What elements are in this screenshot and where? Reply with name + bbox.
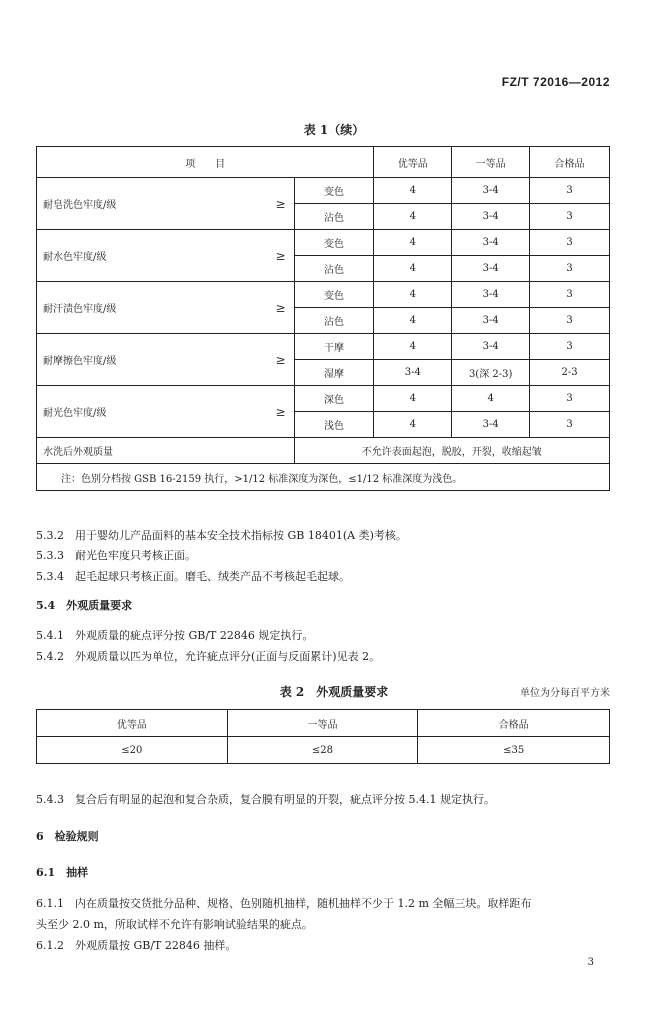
grade-value: 3(深 2-3) [452, 360, 530, 386]
table-header-row [37, 147, 610, 178]
ge-symbol: ≥ [246, 386, 294, 438]
table2-unit: 单位为分每百平方米 [520, 688, 610, 699]
grade-value: 3 [530, 386, 610, 412]
table-row [37, 737, 610, 764]
para-5-3-3: 5.3.3 耐光色牢度只考核正面。 [36, 549, 196, 562]
grade-value: 4 [452, 386, 530, 412]
section-6-1: 6.1 抽样 [36, 866, 89, 879]
group-name: 耐汗渍色牢度/级 [37, 282, 247, 334]
t2-value-2: ≤28 [227, 737, 418, 764]
header-grade-2: 一等品 [452, 147, 530, 178]
para-5-3-2: 5.3.2 用于婴幼儿产品面料的基本安全技术指标按 GB 18401(A 类)考核。 [36, 529, 407, 542]
sub-item: 深色 [294, 386, 374, 412]
header-grade-1: 优等品 [374, 147, 452, 178]
grade-value: 3 [530, 256, 610, 282]
sub-item: 变色 [294, 230, 374, 256]
para-5-3-4: 5.3.4 起毛起球只考核正面。磨毛、绒类产品不考核起毛起球。 [36, 570, 350, 583]
grade-value: 4 [374, 178, 452, 204]
grade-value: 3 [530, 204, 610, 230]
grade-value: 3-4 [374, 360, 452, 386]
grade-value: 3 [530, 308, 610, 334]
table1 [36, 146, 610, 491]
grade-value: 3 [530, 178, 610, 204]
section-5-4: 5.4 外观质量要求 [36, 599, 133, 612]
table-row [37, 386, 610, 412]
grade-value: 3 [530, 412, 610, 438]
table-note-row [37, 464, 610, 491]
wash-row-label: 水洗后外观质量 [37, 438, 295, 464]
table-header-row [37, 710, 610, 737]
sub-item: 浅色 [294, 412, 374, 438]
sub-item: 沾色 [294, 308, 374, 334]
grade-value: 4 [374, 230, 452, 256]
section-6: 6 检验规则 [36, 830, 99, 843]
grade-value: 4 [374, 334, 452, 360]
table2 [36, 709, 610, 764]
sub-item: 变色 [294, 282, 374, 308]
header-grade-3: 合格品 [530, 147, 610, 178]
table1-caption: 表 1（续） [303, 123, 365, 137]
group-name: 耐光色牢度/级 [37, 386, 247, 438]
grade-value: 3-4 [452, 282, 530, 308]
grade-value: 3-4 [452, 178, 530, 204]
wash-row-value: 不允许表面起泡，脱胶，开裂，收缩起皱 [294, 438, 609, 464]
para-5-4-1: 5.4.1 外观质量的疵点评分按 GB/T 22846 规定执行。 [36, 629, 314, 642]
grade-value: 4 [374, 282, 452, 308]
sub-item: 沾色 [294, 204, 374, 230]
grade-value: 3 [530, 282, 610, 308]
grade-value: 3-4 [452, 334, 530, 360]
para-6-1-1-cont: 头至少 2.0 m，所取试样不允许有影响试验结果的疵点。 [36, 918, 313, 931]
table-row [37, 334, 610, 360]
table-row [37, 438, 610, 464]
ge-symbol: ≥ [246, 334, 294, 386]
sub-item: 沾色 [294, 256, 374, 282]
group-name: 耐摩擦色牢度/级 [37, 334, 247, 386]
para-6-1-1: 6.1.1 内在质量按交货批分品种、规格、色别随机抽样，随机抽样不少于 1.2 m 全幅三块。取样距布 [36, 897, 532, 910]
sub-item: 变色 [294, 178, 374, 204]
grade-value: 3-4 [452, 412, 530, 438]
grade-value: 3-4 [452, 256, 530, 282]
grade-value: 2-3 [530, 360, 610, 386]
para-5-4-3: 5.4.3 复合后有明显的起泡和复合杂质，复合膜有明显的开裂，疵点评分按 5.4.1 规定执行。 [36, 793, 495, 806]
table1-note: 注：色别分档按 GSB 16-2159 执行，>1/12 标准深度为深色，≤1/12 标准深度为浅色。 [37, 464, 610, 491]
group-name: 耐皂洗色牢度/级 [37, 178, 247, 230]
grade-value: 4 [374, 256, 452, 282]
grade-value: 4 [374, 308, 452, 334]
ge-symbol: ≥ [246, 282, 294, 334]
table2-caption: 表 2 外观质量要求 [279, 685, 389, 699]
header-item: 项 目 [37, 147, 374, 178]
t2-header-3: 合格品 [418, 710, 610, 737]
grade-value: 3-4 [452, 308, 530, 334]
page-number: 3 [587, 957, 594, 968]
grade-value: 4 [374, 204, 452, 230]
t2-header-2: 一等品 [227, 710, 418, 737]
t2-value-1: ≤20 [37, 737, 228, 764]
t2-value-3: ≤35 [418, 737, 610, 764]
grade-value: 4 [374, 412, 452, 438]
grade-value: 3 [530, 230, 610, 256]
group-name: 耐水色牢度/级 [37, 230, 247, 282]
document-code: FZ/T 72016—2012 [501, 75, 610, 89]
grade-value: 3-4 [452, 204, 530, 230]
t2-header-1: 优等品 [37, 710, 228, 737]
ge-symbol: ≥ [246, 178, 294, 230]
grade-value: 3-4 [452, 230, 530, 256]
table-row [37, 230, 610, 256]
ge-symbol: ≥ [246, 230, 294, 282]
sub-item: 湿摩 [294, 360, 374, 386]
sub-item: 干摩 [294, 334, 374, 360]
para-5-4-2: 5.4.2 外观质量以匹为单位，允许疵点评分(正面与反面累计)见表 2。 [36, 650, 381, 663]
table-row [37, 178, 610, 204]
table-row [37, 282, 610, 308]
para-6-1-2: 6.1.2 外观质量按 GB/T 22846 抽样。 [36, 939, 237, 952]
grade-value: 4 [374, 386, 452, 412]
grade-value: 3 [530, 334, 610, 360]
